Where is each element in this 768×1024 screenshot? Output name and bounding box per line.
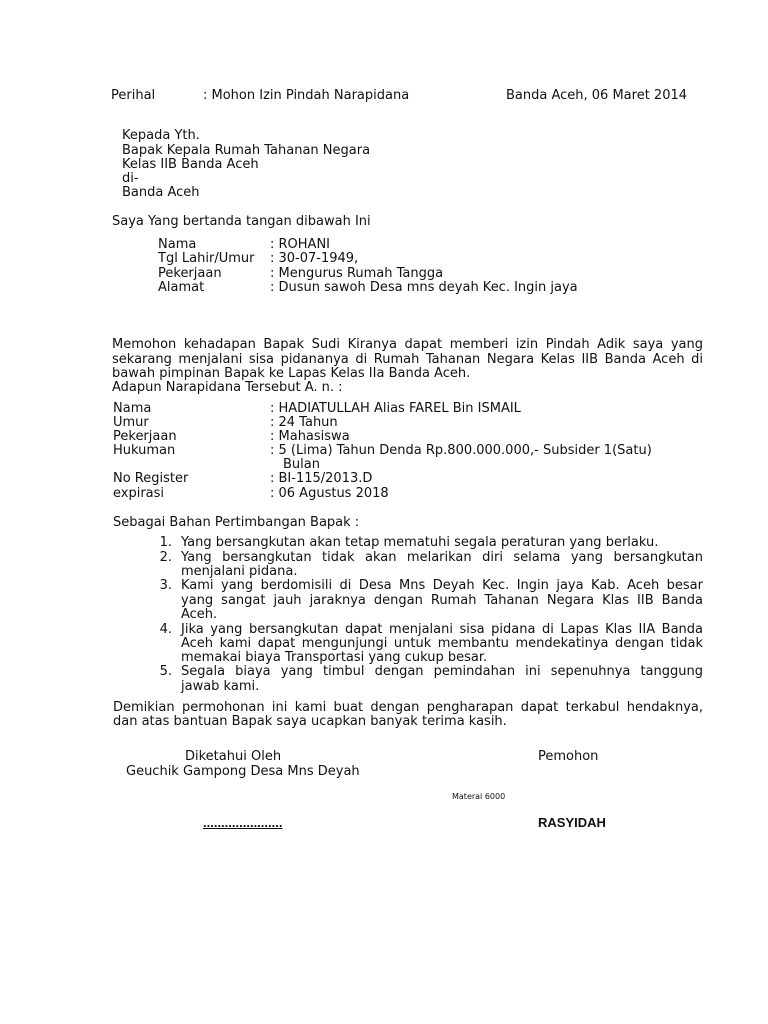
prisoner-value: : Mahasiswa xyxy=(270,429,350,444)
subject-label: Perihal xyxy=(111,88,156,103)
list-item-line: Yang bersangkutan tidak akan melarikan diri selama yang bersangkutan xyxy=(181,550,703,565)
left-signature-subtitle: Geuchik Gampong Desa Mns Deyah xyxy=(126,764,360,779)
prisoner-value-continued: Bulan xyxy=(283,457,320,472)
paragraph-line: Memohon kehadapan Bapak Sudi Kiranya dapat memberi izin Pindah Adik saya yang xyxy=(112,337,703,352)
list-item-line: Segala biaya yang timbul dengan pemindahan ini sepenuhnya tanggung xyxy=(181,664,703,679)
list-item-line: Jika yang bersangkutan dapat menjalani sisa pidana di Lapas Klas IIA Banda xyxy=(181,622,703,637)
prisoner-label: No Register xyxy=(113,471,189,486)
right-signature-name: RASYIDAH xyxy=(538,815,606,830)
paragraph-line: Adapun Narapidana Tersebut A. n. : xyxy=(112,380,343,395)
list-item-line: yang sangat jauh jaraknya dengan Rumah Tahanan Negara Klas IIB Banda xyxy=(181,593,703,608)
prisoner-label: Pekerjaan xyxy=(113,429,177,444)
place-date: Banda Aceh, 06 Maret 2014 xyxy=(506,88,688,103)
applicant-label: Tgl Lahir/Umur xyxy=(158,251,255,266)
paragraph-line: Demikian permohonan ini kami buat dengan pengharapan dapat terkabul hendaknya, xyxy=(113,700,703,715)
prisoner-value: : 06 Agustus 2018 xyxy=(270,486,389,501)
list-number: 2. xyxy=(159,550,172,565)
list-item-line: jawab kami. xyxy=(181,679,260,694)
applicant-label: Nama xyxy=(158,237,197,252)
applicant-value: : Mengurus Rumah Tangga xyxy=(270,266,444,281)
prisoner-value: : HADIATULLAH Alias FAREL Bin ISMAIL xyxy=(270,401,521,416)
prisoner-label: Hukuman xyxy=(113,443,176,458)
prisoner-value: : 24 Tahun xyxy=(270,415,338,430)
list-number: 1. xyxy=(159,535,172,550)
paragraph-line: sekarang menjalani sisa pidananya di Rumah Tahanan Negara Kelas IIB Banda Aceh di xyxy=(112,352,703,367)
prisoner-value: : 5 (Lima) Tahun Denda Rp.800.000.000,- Subsider 1(Satu) xyxy=(270,443,652,458)
list-item-line: memakai biaya Transportasi yang cukup besar. xyxy=(181,650,488,665)
list-item-line: menjalani pidana. xyxy=(181,564,298,579)
list-number: 5. xyxy=(159,664,172,679)
paragraph-line: dan atas bantuan Bapak saya ucapkan banyak terima kasih. xyxy=(113,714,507,729)
prisoner-label: Umur xyxy=(113,415,149,430)
list-item-line: Aceh. xyxy=(181,607,218,622)
stamp-label: Materai 6000 xyxy=(452,792,506,801)
paragraph-line: bawah pimpinan Bapak ke Lapas Kelas IIa Banda Aceh. xyxy=(112,366,471,381)
list-number: 3. xyxy=(159,578,172,593)
intro-text: Saya Yang bertanda tangan dibawah Ini xyxy=(112,214,371,229)
applicant-value: : 30-07-1949, xyxy=(270,251,359,266)
applicant-label: Alamat xyxy=(158,280,205,295)
list-item-line: Yang bersangkutan akan tetap mematuhi segala peraturan yang berlaku. xyxy=(181,535,659,550)
list-number: 4. xyxy=(159,622,172,637)
left-signature-title: Diketahui Oleh xyxy=(185,749,282,764)
right-signature-title: Pemohon xyxy=(538,749,599,764)
prisoner-label: Nama xyxy=(113,401,152,416)
recipient-line: di- xyxy=(122,171,139,186)
recipient-line: Kepada Yth. xyxy=(122,128,200,143)
recipient-line: Kelas IIB Banda Aceh xyxy=(122,157,259,172)
recipient-line: Bapak Kepala Rumah Tahanan Negara xyxy=(122,143,371,158)
prisoner-label: expirasi xyxy=(113,486,165,501)
left-signature-name: ...................... xyxy=(203,815,283,830)
prisoner-value: : BI-115/2013.D xyxy=(270,471,373,486)
recipient-line: Banda Aceh xyxy=(122,185,200,200)
list-item-line: Aceh kami dapat mengunjungi untuk membantu mendekatinya dengan tidak xyxy=(181,636,703,651)
applicant-label: Pekerjaan xyxy=(158,266,222,281)
applicant-value: : Dusun sawoh Desa mns deyah Kec. Ingin jaya xyxy=(270,280,578,295)
list-item-line: Kami yang berdomisili di Desa Mns Deyah Kec. Ingin jaya Kab. Aceh besar xyxy=(181,578,703,593)
considerations-heading: Sebagai Bahan Pertimbangan Bapak : xyxy=(113,515,360,530)
applicant-value: : ROHANI xyxy=(270,237,331,252)
subject-value: : Mohon Izin Pindah Narapidana xyxy=(203,88,410,103)
